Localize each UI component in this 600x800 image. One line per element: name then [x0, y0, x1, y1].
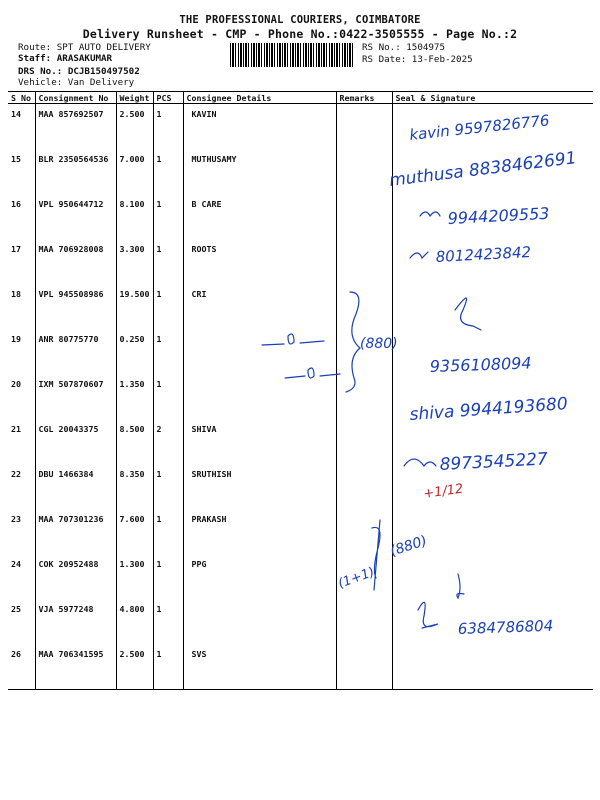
cell-remarks [336, 374, 392, 419]
table-row [8, 374, 593, 419]
cell-signature [392, 554, 593, 599]
vehicle-text: Vehicle: Van Delivery [18, 77, 135, 88]
drs-label: DRS No.: [18, 66, 63, 77]
table-row [8, 329, 593, 374]
cell-consignee: SHIVA [183, 419, 336, 464]
cell-pcs: 1 [153, 239, 183, 284]
bracket-note-19-20: (880) [360, 336, 398, 352]
cell-consignee [183, 374, 336, 419]
signature-bcare: 9944209553 [447, 203, 550, 228]
staff-line [18, 53, 112, 64]
table-row [8, 194, 593, 239]
staff-value: ARASAKUMAR [56, 53, 113, 64]
col-pcs: PCS [153, 92, 183, 104]
col-sno: S No [8, 92, 35, 104]
cell-consignment: MAA 706341595 [35, 644, 116, 690]
rs-date: RS Date: 13-Feb-2025 [362, 54, 473, 65]
cell-consignment: CGL 20043375 [35, 419, 116, 464]
cell-consignee: KAVIN [183, 104, 336, 150]
red-note-23: +1/12 [422, 481, 465, 502]
col-consignee: Consignee Details [183, 92, 336, 104]
cell-consignee: ROOTS [183, 239, 336, 284]
cell-weight: 8.500 [116, 419, 153, 464]
cell-pcs: 1 [153, 464, 183, 509]
col-consignment: Consignment No [35, 92, 116, 104]
table-row [8, 464, 593, 509]
cell-sno: 24 [11, 559, 21, 569]
cell-consignment: MAA 857692507 [35, 104, 116, 150]
cell-pcs: 1 [153, 194, 183, 239]
cell-weight: 4.800 [116, 599, 153, 644]
cell-remarks [336, 644, 392, 690]
cell-consignee: B CARE [183, 194, 336, 239]
cell-consignee: PRAKASH [183, 509, 336, 554]
cell-signature [392, 464, 593, 509]
table-row [8, 284, 593, 329]
table-row [8, 554, 593, 599]
signature-muthusamy: muthusa 8838462691 [388, 148, 578, 191]
cell-signature [392, 644, 593, 690]
cell-sno: 16 [11, 199, 21, 209]
cell-pcs: 2 [153, 419, 183, 464]
cell-consignment: DBU 1466384 [35, 464, 116, 509]
cell-pcs: 1 [153, 644, 183, 690]
table-row [8, 599, 593, 644]
table-row [8, 419, 593, 464]
cell-signature [392, 149, 593, 194]
drs-line [18, 66, 140, 77]
cell-sno: 15 [11, 154, 21, 164]
cell-consignment: MAA 706928008 [35, 239, 116, 284]
signature-kavin: kavin 9597826776 [408, 111, 551, 144]
cell-signature [392, 194, 593, 239]
cell-sno: 17 [11, 244, 21, 254]
cell-remarks [336, 149, 392, 194]
cell-consignment: VPL 945508986 [35, 284, 116, 329]
cell-sno: 21 [11, 424, 21, 434]
cell-consignee [183, 329, 336, 374]
cell-sno: 25 [11, 604, 21, 614]
signature-shiva: shiva 9944193680 [408, 393, 569, 425]
cell-weight: 8.350 [116, 464, 153, 509]
cell-sno: 14 [11, 109, 21, 119]
cell-sno: 20 [11, 379, 21, 389]
barcode [230, 43, 355, 67]
cell-weight: 8.100 [116, 194, 153, 239]
cell-sno: 22 [11, 469, 21, 479]
signature-roots: 8012423842 [435, 243, 532, 266]
cell-pcs: 1 [153, 374, 183, 419]
cell-consignee: MUTHUSAMY [183, 149, 336, 194]
cell-consignee [183, 599, 336, 644]
cell-consignment: ANR 80775770 [35, 329, 116, 374]
cell-consignment: VPL 950644712 [35, 194, 116, 239]
cell-consignee: SVS [183, 644, 336, 690]
table-row [8, 509, 593, 554]
signature-svs: 6384786804 [457, 616, 554, 638]
table-row [8, 239, 593, 284]
cell-remarks [336, 194, 392, 239]
cell-sno: 23 [11, 514, 21, 524]
runsheet-table [8, 91, 593, 690]
cell-consignment: IXM 507870607 [35, 374, 116, 419]
cell-consignment: BLR 2350564536 [35, 149, 116, 194]
col-signature: Seal & Signature [392, 92, 593, 104]
cell-signature [392, 239, 593, 284]
route-text: Route: SPT AUTO DELIVERY [18, 42, 151, 53]
cell-consignment: VJA 5977248 [35, 599, 116, 644]
company-title: THE PROFESSIONAL COURIERS, COIMBATORE [179, 14, 421, 26]
cell-sno: 19 [11, 334, 21, 344]
drs-value: DCJB150497502 [67, 66, 140, 77]
cell-pcs: 1 [153, 149, 183, 194]
cell-remarks [336, 599, 392, 644]
cell-weight: 2.500 [116, 644, 153, 690]
cell-weight: 1.300 [116, 554, 153, 599]
cell-consignee: SRUTHISH [183, 464, 336, 509]
cell-pcs: 1 [153, 284, 183, 329]
cell-signature [392, 104, 593, 150]
cell-remarks [336, 104, 392, 150]
cell-consignee: PPG [183, 554, 336, 599]
cell-signature [392, 329, 593, 374]
staff-label: Staff: [18, 53, 52, 64]
cell-remarks [336, 329, 392, 374]
cell-remarks [336, 239, 392, 284]
table-header-row [8, 92, 593, 104]
runsheet-subtitle: Delivery Runsheet - CMP - Phone No.:0422-3505555 - Page No.:2 [82, 27, 518, 41]
cell-remarks [336, 509, 392, 554]
cell-signature [392, 284, 593, 329]
cell-pcs: 1 [153, 554, 183, 599]
cell-weight: 0.250 [116, 329, 153, 374]
cell-pcs: 1 [153, 329, 183, 374]
cell-remarks [336, 284, 392, 329]
cell-consignment: COK 20952488 [35, 554, 116, 599]
cell-pcs: 1 [153, 509, 183, 554]
cell-weight: 19.500 [116, 284, 153, 329]
cell-remarks [336, 464, 392, 509]
signature-sruthish: 8973545227 [439, 449, 549, 475]
cell-weight: 7.000 [116, 149, 153, 194]
cell-signature [392, 599, 593, 644]
cell-consignee: CRI [183, 284, 336, 329]
rs-number: RS No.: 1504975 [362, 42, 445, 53]
cell-signature [392, 374, 593, 419]
cell-sno: 18 [11, 289, 21, 299]
cell-weight: 7.600 [116, 509, 153, 554]
cell-consignment: MAA 707301236 [35, 509, 116, 554]
cell-weight: 1.350 [116, 374, 153, 419]
table-row [8, 149, 593, 194]
cell-pcs: 1 [153, 104, 183, 150]
cell-signature [392, 509, 593, 554]
phone-19-20: 9356108094 [429, 353, 532, 376]
col-weight: Weight [116, 92, 153, 104]
cell-remarks [336, 554, 392, 599]
cell-sno: 26 [8, 644, 35, 690]
cell-remarks [336, 419, 392, 464]
cell-signature [392, 419, 593, 464]
cell-pcs: 1 [153, 599, 183, 644]
table-row [8, 644, 593, 690]
cell-weight: 2.500 [116, 104, 153, 150]
col-remarks: Remarks [336, 92, 392, 104]
table-row [8, 104, 593, 150]
ppg-note: (880) [388, 532, 430, 560]
vja-note: (1+1) [336, 564, 377, 592]
cell-weight: 3.300 [116, 239, 153, 284]
